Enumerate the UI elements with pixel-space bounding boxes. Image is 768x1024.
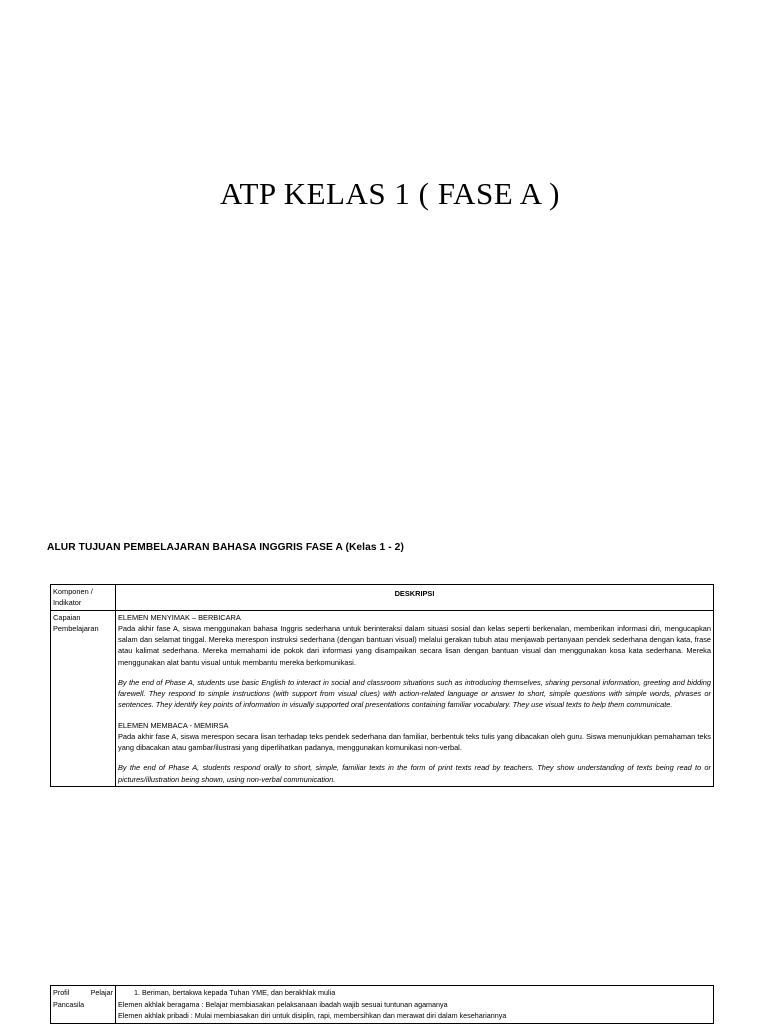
section-title-membaca: ELEMEN MEMBACA - MEMIRSA: [118, 720, 229, 730]
section-subtitle: ALUR TUJUAN PEMBELAJARAN BAHASA INGGRIS FASE A (Kelas 1 - 2): [47, 542, 404, 553]
profil-label-line2: Pancasila: [53, 999, 85, 1009]
page-title: ATP KELAS 1 ( FASE A ): [220, 176, 560, 211]
profil-line-akhlak-pribadi: Elemen akhlak pribadi : Mulai membiasakan diri untuk disiplin, rapi, membersihkan dan merawat diri dalam kesehariannya: [118, 1011, 507, 1021]
profil-label-word2: Pelajar: [90, 988, 113, 997]
profil-line-akhlak-beragama: Elemen akhlak beragama : Belajar membiasakan pelaksanaan ibadah wajib sesuai tuntunan agamanya: [118, 999, 448, 1009]
profil-label-word1: Profil: [53, 988, 70, 997]
atp-table: [50, 584, 714, 787]
section-text-menyimak-en: By the end of Phase A, students use basic English to interact in social and classroom situations such as introducing themselves, sharing personal information, greeting and bidding farewell. They respond to simple instructions (with support from visual clues) with action-related language or answer to short, simple questions with simple words, phrases or sentences. They identify key points of information in visually supported oral presentations containing familiar vocabulary. They use visual texts to help them communicate.: [118, 677, 711, 710]
table-row-capaian: [51, 610, 714, 786]
capaian-description: [116, 610, 714, 786]
header-komponen: Komponen / Indikator: [51, 585, 116, 611]
profil-table: [50, 985, 714, 1024]
row-label-capaian: Capaian Pembelajaran: [51, 610, 116, 786]
profil-description: [116, 986, 714, 1024]
section-title-menyimak: ELEMEN MENYIMAK – BERBICARA: [118, 612, 241, 622]
header-deskripsi: DESKRIPSI: [116, 585, 714, 611]
profil-item-1: 1. Beriman, bertakwa kepada Tuhan YME, dan berakhlak mulia: [134, 988, 336, 997]
table-row-profil: [51, 986, 714, 1024]
section-text-membaca-id: Pada akhir fase A, siswa merespon secara lisan terhadap teks pendek sederhana dan familiar, berbentuk teks tulis yang dibacakan oleh guru. Siswa menunjukkan pemahaman teks yang dibacakan atau gambar/ilustrasi yang diperlihatkan padanya, menggunakan komunikasi non-verbal.: [118, 731, 711, 752]
table-header-row: [51, 585, 714, 611]
section-text-menyimak-id: Pada akhir fase A, siswa menggunakan bahasa Inggris sederhana untuk berinteraksi dalam situasi sosial dan kelas seperti berkenalan, memberikan informasi diri, mengucapkan salam dan selamat tinggal. Mereka merespon instruksi sederhana (dengan bantuan visual) melalui gerakan tubuh atau menjawab pertanyaan pendek sederhana dengan kata, frase atau kalimat sederhana. Mereka memahami ide pokok dari informasi yang disampaikan secara lisan dengan bantuan visual dan menggunakan kosa kata sederhana. Mereka menggunakan alat bantu visual untuk membantu mereka berkomunikasi.: [118, 623, 711, 667]
row-label-profil: [51, 986, 116, 1024]
section-text-membaca-en: By the end of Phase A, students respond orally to short, simple, familiar texts in the form of print texts read by teachers. They show understanding of texts being read to or pictures/illustration being shown, using non-verbal communication.: [118, 763, 711, 784]
